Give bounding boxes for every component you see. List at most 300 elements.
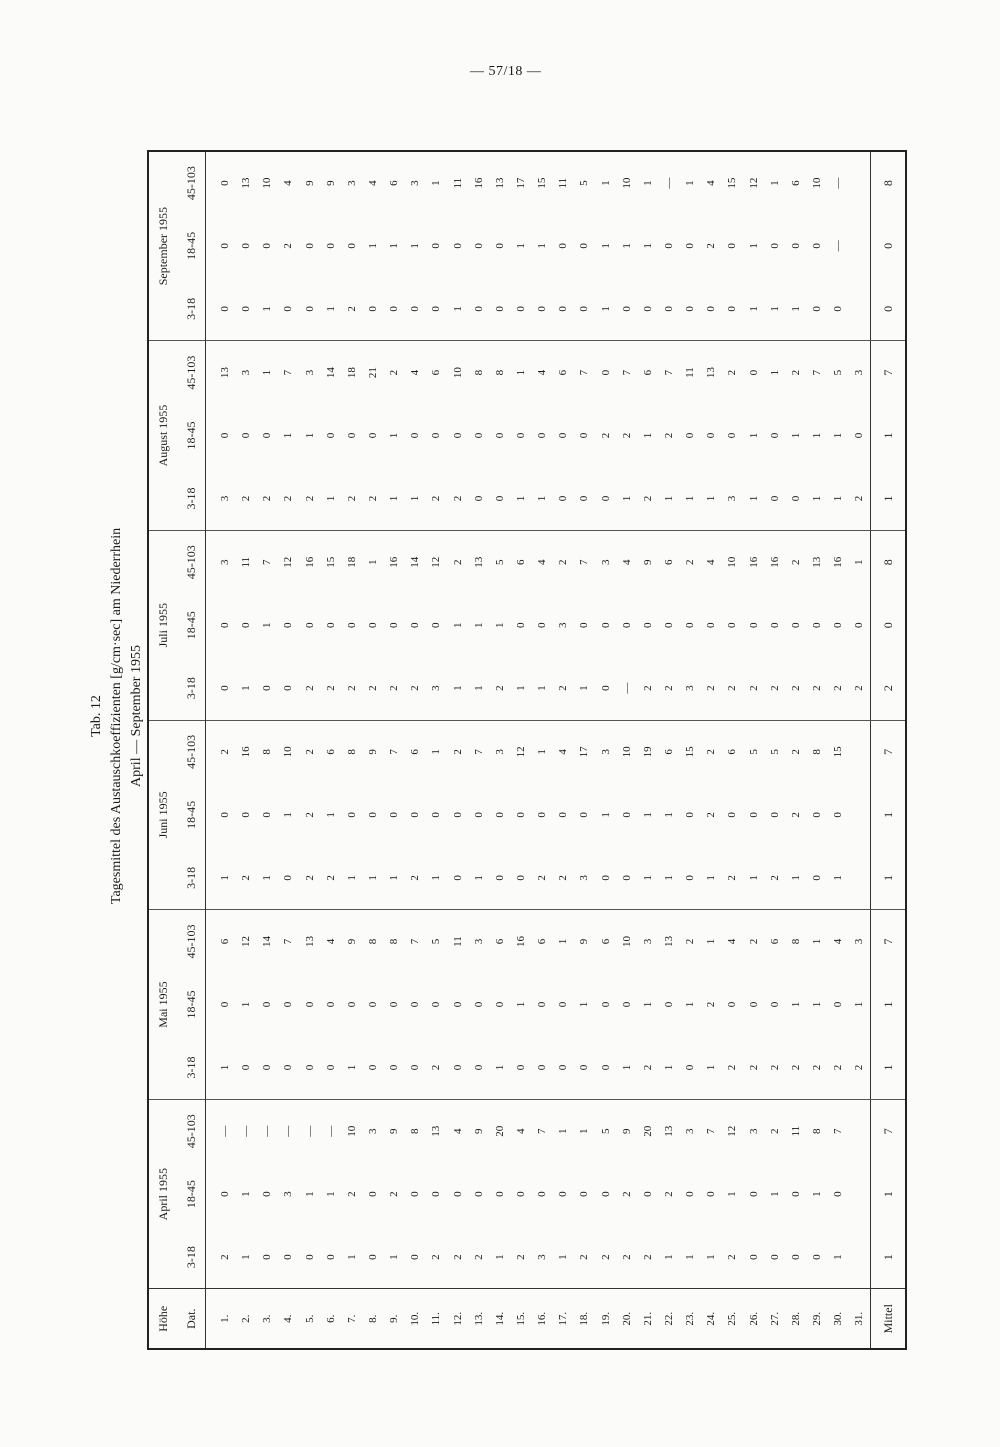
table-cell: 0 <box>409 622 422 628</box>
day-label: 25. <box>722 1289 743 1349</box>
table-cell: 0 <box>832 1191 845 1197</box>
table-cell: 0 <box>557 1191 570 1197</box>
table-cell: 1 <box>324 306 337 312</box>
table-cell: 2 <box>303 685 316 691</box>
table-cell: 2 <box>218 1254 231 1260</box>
table-cell: 3 <box>578 875 591 881</box>
mean-cell: 1 <box>871 467 907 530</box>
table-cell: 12 <box>743 151 764 214</box>
table-cell: 2 <box>599 432 612 439</box>
mean-cell: 1 <box>871 1163 907 1226</box>
height-range-header: 18-45 <box>177 594 206 657</box>
table-cell: 2 <box>701 720 722 783</box>
table-cell: 1 <box>832 432 845 439</box>
table-cell: 2 <box>705 812 718 818</box>
table-cell: 0 <box>810 622 823 628</box>
table-cell: 0 <box>557 243 570 249</box>
mean-cell: 0 <box>871 278 907 341</box>
table-period: April — September 1955 <box>129 645 144 787</box>
table-cell: 0 <box>324 1064 337 1071</box>
day-label: 22. <box>658 1289 679 1349</box>
table-cell: 2 <box>853 1064 866 1071</box>
table-cell: 4 <box>828 910 849 973</box>
table-cell: 3 <box>684 685 697 691</box>
table-cell: 0 <box>810 243 823 249</box>
table-cell: 0 <box>303 306 316 312</box>
table-cell: 8 <box>362 910 383 973</box>
table-cell: 15 <box>532 151 553 214</box>
table-cell: 0 <box>853 432 866 439</box>
day-label: 5. <box>299 1289 320 1349</box>
table-cell: 0 <box>578 1191 591 1197</box>
mean-cell: 7 <box>871 341 907 404</box>
table-row <box>362 151 383 1349</box>
table-cell: 15 <box>722 151 743 214</box>
table-cell: 1 <box>764 341 785 404</box>
table-cell: 2 <box>663 685 675 691</box>
table-cell: 3 <box>341 151 362 214</box>
table-cell: 1 <box>705 1064 718 1071</box>
table-cell: 3 <box>680 1099 701 1162</box>
table-cell: 0 <box>747 1191 760 1197</box>
table-cell: 3 <box>218 495 231 502</box>
table-cell: 7 <box>616 341 637 404</box>
table-cell: 1 <box>426 720 447 783</box>
table-cell: 0 <box>409 1001 422 1008</box>
table-cell: 4 <box>701 530 722 593</box>
table-cell: 2 <box>282 495 295 502</box>
table-cell: 8 <box>341 720 362 783</box>
table-row <box>299 151 320 1349</box>
table-cell: 1 <box>832 875 845 881</box>
table-cell: 0 <box>303 622 316 628</box>
table-cell: 4 <box>722 910 743 973</box>
table-row <box>616 151 637 1349</box>
table-cell: 10 <box>806 151 827 214</box>
table-cell: 1 <box>388 432 401 439</box>
table-cell: 0 <box>303 243 316 249</box>
table-cell: 0 <box>472 812 485 818</box>
mean-cell: 1 <box>871 783 907 846</box>
height-range-header: 3-18 <box>177 846 206 909</box>
table-cell: 0 <box>663 1001 675 1008</box>
table-cell: 1 <box>747 875 760 881</box>
day-label: 26. <box>743 1289 764 1349</box>
table-cell: 7 <box>658 341 679 404</box>
table-cell: 4 <box>553 720 574 783</box>
day-label: 2. <box>236 1289 257 1349</box>
table-cell: 11 <box>785 1099 806 1162</box>
table-cell: 0 <box>684 432 697 439</box>
table-cell: 0 <box>218 306 231 312</box>
day-label: 18. <box>574 1289 595 1349</box>
table-cell: 1 <box>726 1191 739 1197</box>
table-cell: 3 <box>468 910 489 973</box>
table-cell: 8 <box>468 341 489 404</box>
mean-cell: 8 <box>871 151 907 214</box>
table-cell: 0 <box>472 495 485 502</box>
table-cell: 3 <box>430 685 443 691</box>
table-cell: 0 <box>557 495 570 502</box>
month-header-row <box>148 151 177 1349</box>
table-cell: 3 <box>236 341 257 404</box>
table-cell: 1 <box>620 1064 633 1071</box>
height-range-header: 45-103 <box>177 151 206 214</box>
table-cell: 1 <box>684 495 697 502</box>
table-cell: 0 <box>218 812 231 818</box>
table-cell: 16 <box>510 910 531 973</box>
table-cell: 0 <box>388 1064 401 1071</box>
table-cell: 0 <box>578 432 591 439</box>
day-label: 12. <box>447 1289 468 1349</box>
table-cell: 7 <box>574 530 595 593</box>
table-cell: 0 <box>451 875 464 881</box>
table-cell: 0 <box>451 1001 464 1008</box>
table-cell: 8 <box>489 341 510 404</box>
table-cell: 1 <box>515 495 528 502</box>
table-cell: 1 <box>832 495 845 502</box>
table-cell: 6 <box>785 151 806 214</box>
table-cell: 0 <box>789 243 802 249</box>
table-cell: 3 <box>743 1099 764 1162</box>
table-cell: 0 <box>367 306 380 312</box>
table-cell: 0 <box>726 243 739 249</box>
table-cell: 0 <box>599 622 612 628</box>
table-cell: 6 <box>405 720 426 783</box>
table-cell: 0 <box>218 243 231 249</box>
month-header: Juni 1955 <box>148 720 177 910</box>
table-cell: 9 <box>574 910 595 973</box>
table-cell: 1 <box>810 432 823 439</box>
table-cell: 7 <box>384 720 405 783</box>
table-cell: 10 <box>257 151 278 214</box>
table-cell: 1 <box>641 875 654 881</box>
table-cell: 16 <box>828 530 849 593</box>
table-cell: 1 <box>240 1254 253 1260</box>
table-cell: 0 <box>832 1001 845 1008</box>
table-cell: 2 <box>663 1191 675 1197</box>
table-cell: 2 <box>726 1254 739 1260</box>
table-cell: 2 <box>641 1064 654 1071</box>
table-cell: 1 <box>553 910 574 973</box>
month-header: Juli 1955 <box>148 530 177 720</box>
table-cell: 6 <box>532 910 553 973</box>
table-cell: 1 <box>240 685 253 691</box>
month-header: September 1955 <box>148 151 177 341</box>
table-cell: 1 <box>472 875 485 881</box>
table-row <box>257 151 278 1349</box>
table-cell: 0 <box>430 1001 443 1008</box>
table-cell: 4 <box>447 1099 468 1162</box>
table-cell: 2 <box>447 530 468 593</box>
table-cell: — <box>320 1099 341 1162</box>
table-cell: 3 <box>849 910 871 973</box>
table-cell: 0 <box>240 243 253 249</box>
table-cell: 0 <box>303 1064 316 1071</box>
table-cell: 7 <box>468 720 489 783</box>
table-cell: 0 <box>620 812 633 818</box>
table-cell: 3 <box>536 1254 549 1260</box>
table-cell: 4 <box>510 1099 531 1162</box>
table-cell: 1 <box>536 495 549 502</box>
day-label: 11. <box>426 1289 447 1349</box>
table-cell: 0 <box>832 812 845 818</box>
table-cell: 0 <box>367 812 380 818</box>
table-cell: 1 <box>553 1099 574 1162</box>
table-cell <box>849 278 871 341</box>
table-row <box>806 151 827 1349</box>
table-cell: 0 <box>261 812 274 818</box>
table-cell: 11 <box>236 530 257 593</box>
table-cell: 2 <box>240 495 253 502</box>
table-row <box>701 151 722 1349</box>
height-range-header: 45-103 <box>177 530 206 593</box>
height-label: Höhe <box>148 1289 177 1349</box>
table-cell: 0 <box>472 1001 485 1008</box>
table-cell: 0 <box>557 306 570 312</box>
mean-cell: 7 <box>871 910 907 973</box>
table-cell: 0 <box>599 1064 612 1071</box>
table-cell: 1 <box>261 875 274 881</box>
table-cell: 0 <box>493 306 506 312</box>
table-cell: 2 <box>663 432 675 439</box>
table-cell: 2 <box>620 1254 633 1260</box>
table-cell: 2 <box>493 685 506 691</box>
table-cell: 0 <box>240 306 253 312</box>
table-cell: 0 <box>810 875 823 881</box>
table-cell: 1 <box>430 875 443 881</box>
table-cell: 0 <box>599 875 612 881</box>
table-cell: 1 <box>515 1001 528 1008</box>
mean-cell: 8 <box>871 530 907 593</box>
table-cell: 1 <box>747 243 760 249</box>
table-cell: 0 <box>345 243 358 249</box>
table-cell: 0 <box>472 306 485 312</box>
table-cell: 0 <box>768 1254 781 1260</box>
table-cell: 1 <box>705 875 718 881</box>
table-cell: 0 <box>663 306 675 312</box>
table-cell: 1 <box>451 622 464 628</box>
table-cell: 0 <box>705 432 718 439</box>
table-cell: 0 <box>324 432 337 439</box>
table-cell: 0 <box>515 306 528 312</box>
table-cell: 3 <box>282 1191 295 1197</box>
table-cell: 0 <box>388 1001 401 1008</box>
table-cell: 15 <box>680 720 701 783</box>
table-cell: 1 <box>367 243 380 249</box>
table-cell: 2 <box>768 875 781 881</box>
table-cell: 1 <box>324 1191 337 1197</box>
table-cell: 1 <box>426 151 447 214</box>
table-cell: 10 <box>341 1099 362 1162</box>
table-cell: 8 <box>785 910 806 973</box>
table-cell: 0 <box>832 622 845 628</box>
table-cell: 4 <box>532 530 553 593</box>
table-cell: 0 <box>261 432 274 439</box>
table-cell: — <box>278 1099 299 1162</box>
table-cell: 2 <box>303 812 316 818</box>
height-range-header: 18-45 <box>177 973 206 1036</box>
table-cell: 9 <box>299 151 320 214</box>
table-cell: 0 <box>261 1191 274 1197</box>
table-cell: 0 <box>367 622 380 628</box>
table-cell: 2 <box>764 1099 785 1162</box>
table-cell: 2 <box>620 1191 633 1197</box>
table-cell: 2 <box>384 341 405 404</box>
table-cell: 0 <box>409 1191 422 1197</box>
day-label: 1. <box>206 1289 236 1349</box>
table-cell: 1 <box>451 685 464 691</box>
table-cell: 1 <box>853 1001 866 1008</box>
table-cell: 1 <box>789 432 802 439</box>
table-cell: 1 <box>789 306 802 312</box>
page-number: — 57/18 — <box>470 64 542 79</box>
table-cell: 10 <box>616 151 637 214</box>
table-cell: 0 <box>345 622 358 628</box>
table-cell: 19 <box>637 720 658 783</box>
table-cell: 1 <box>472 622 485 628</box>
table-cell: 2 <box>747 1064 760 1071</box>
table-cell: 0 <box>388 306 401 312</box>
table-cell: 0 <box>536 622 549 628</box>
table-row <box>658 151 679 1349</box>
day-label: 20. <box>616 1289 637 1349</box>
table-row <box>489 151 510 1349</box>
day-label: 21. <box>637 1289 658 1349</box>
table-cell: 1 <box>493 1254 506 1260</box>
table-cell: 0 <box>768 622 781 628</box>
table-cell: 0 <box>451 243 464 249</box>
table-cell: 1 <box>789 875 802 881</box>
table-cell: 6 <box>206 910 236 973</box>
table-cell: 0 <box>789 1254 802 1260</box>
table-cell: 18 <box>341 341 362 404</box>
table-cell: 1 <box>701 910 722 973</box>
table-cell: 6 <box>722 720 743 783</box>
table-cell: 1 <box>637 151 658 214</box>
table-cell: 12 <box>278 530 299 593</box>
mean-row <box>871 151 907 1349</box>
table-cell: 9 <box>341 910 362 973</box>
table-cell: 1 <box>362 530 383 593</box>
table-cell: 0 <box>747 812 760 818</box>
table-cell: — <box>620 682 633 694</box>
table-cell: 15 <box>320 530 341 593</box>
table-cell: 0 <box>367 1001 380 1008</box>
table-cell: 0 <box>663 622 675 628</box>
table-cell: 1 <box>599 812 612 818</box>
table-cell: 2 <box>409 875 422 881</box>
table-cell: 13 <box>701 341 722 404</box>
table-cell: 2 <box>785 530 806 593</box>
day-label: 27. <box>764 1289 785 1349</box>
table-cell: 7 <box>701 1099 722 1162</box>
table-cell: 1 <box>599 243 612 249</box>
table-row <box>785 151 806 1349</box>
table-cell: 0 <box>261 1001 274 1008</box>
table-cell: 0 <box>810 812 823 818</box>
table-cell: 0 <box>684 1191 697 1197</box>
table-cell: 0 <box>493 1191 506 1197</box>
height-range-header: 45-103 <box>177 341 206 404</box>
table-cell: 12 <box>426 530 447 593</box>
table-cell: 0 <box>747 1254 760 1260</box>
table-cell: 0 <box>515 1064 528 1071</box>
table-cell: 4 <box>278 151 299 214</box>
table-cell: 3 <box>595 720 616 783</box>
mean-cell: 0 <box>871 214 907 277</box>
table-cell: 1 <box>345 875 358 881</box>
mean-label: Mittel <box>871 1289 907 1349</box>
table-cell: 0 <box>409 1254 422 1260</box>
table-cell: 2 <box>303 875 316 881</box>
table-cell: 0 <box>493 875 506 881</box>
table-cell: 2 <box>789 685 802 691</box>
table-cell: 2 <box>367 685 380 691</box>
height-range-header: 18-45 <box>177 214 206 277</box>
table-cell: 10 <box>722 530 743 593</box>
day-label: 3. <box>257 1289 278 1349</box>
table-cell: 0 <box>240 812 253 818</box>
table-cell: 13 <box>299 910 320 973</box>
table-cell: 1 <box>218 1064 231 1071</box>
table-cell: 0 <box>557 1064 570 1071</box>
table-cell: 3 <box>849 341 871 404</box>
table-cell: 1 <box>578 685 591 691</box>
table-row <box>764 151 785 1349</box>
table-cell: 1 <box>747 495 760 502</box>
table-cell: 8 <box>806 1099 827 1162</box>
table-cell: 2 <box>430 495 443 502</box>
table-cell: 1 <box>282 812 295 818</box>
table-cell: 7 <box>828 1099 849 1162</box>
table-row <box>320 151 341 1349</box>
table-cell <box>849 1226 871 1289</box>
table-cell: 0 <box>261 1064 274 1071</box>
table-cell: 2 <box>345 495 358 502</box>
table-cell: 1 <box>663 495 675 502</box>
table-cell: 10 <box>447 341 468 404</box>
table-cell: 0 <box>747 622 760 628</box>
table-cell: 1 <box>747 306 760 312</box>
table-cell: 1 <box>806 910 827 973</box>
table-cell: 2 <box>599 1254 612 1260</box>
table-cell: 6 <box>658 720 679 783</box>
table-cell: 7 <box>405 910 426 973</box>
table-cell: 9 <box>616 1099 637 1162</box>
table-cell: 0 <box>345 812 358 818</box>
table-cell: 0 <box>620 1001 633 1008</box>
table-cell: 1 <box>789 1001 802 1008</box>
table-cell: 2 <box>430 1254 443 1260</box>
table-cell: 1 <box>388 243 401 249</box>
table-cell: 14 <box>320 341 341 404</box>
table-cell: 0 <box>578 622 591 628</box>
table-cell: 7 <box>574 341 595 404</box>
table-cell: 1 <box>832 1254 845 1260</box>
table-cell: 1 <box>768 1191 781 1197</box>
table-cell: 0 <box>345 1001 358 1008</box>
mean-cell: 1 <box>871 846 907 909</box>
table-cell: 2 <box>451 1254 464 1260</box>
table-cell: 10 <box>616 720 637 783</box>
table-cell: — <box>658 151 679 214</box>
table-cell: 0 <box>743 341 764 404</box>
table-cell: 2 <box>620 432 633 439</box>
table-cell: 0 <box>726 432 739 439</box>
day-label: 29. <box>806 1289 827 1349</box>
table-cell: 0 <box>705 1191 718 1197</box>
